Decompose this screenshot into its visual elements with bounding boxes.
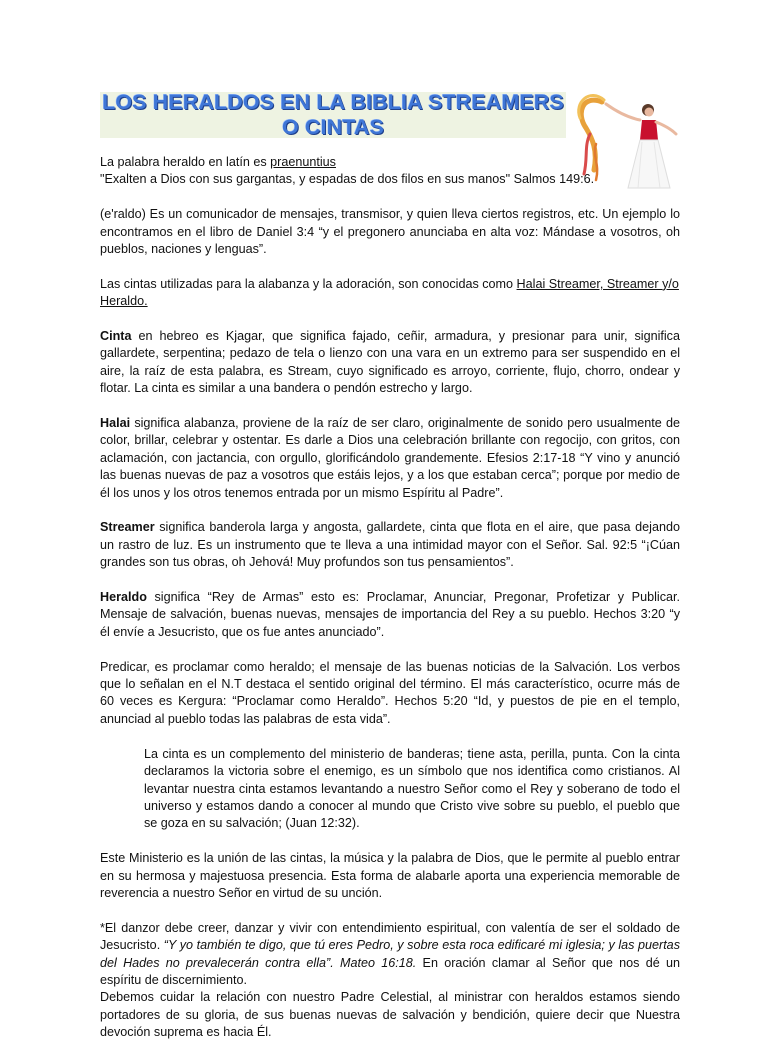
ministerio-paragraph: Este Ministerio es la unión de las cintas, la música y la palabra de Dios, que le permite al pueblo entrar en su hermosa y majestuosa presencia. Esta forma de alabarle aporta una experiencia memorable de reverencia a nuestro Señor en virtud de su unción. [100, 851, 680, 900]
heraldo-term: Heraldo [100, 590, 147, 605]
cinta-text: en hebreo es Kjagar, que significa fajado, ceñir, armadura, y presionar para unir, significa gallardete, serpentina; pedazo de tela o lienzo con una vara en un extremo para ser suspendido en el aire, la raíz de esta palabra, es Stream, cuyo significado es arroyo, corriente, flujo, chorro, ondear y flotar. La cinta es similar a una bandera o pendón estrecho y largo. [100, 329, 680, 396]
cinta-paragraph [100, 328, 680, 398]
danzor-start: *El danzor debe creer, danzar y vivir con entendimiento espiritual, con valentía de ser el soldado de Jesucristo. [100, 920, 680, 953]
streamer-text: significa banderola larga y angosta, gallardete, cinta que flota en el aire, que pasa dejando un rastro de luz. Es un instrumento que te lleva a una intimidad mayor con el Señor. Sal. 92:5 “¡Cúan grandes son tus obras, oh Jehová! Muy profundos son tus pensamientos”. [100, 520, 680, 570]
heraldo-paragraph [100, 589, 680, 641]
danzor-line2: Debemos cuidar la relación con nuestro Padre Celestial, al ministrar con heraldos estamos siendo portadores de su gloria, de sus buenas nuevas de salvación y bendición, quiere decir que Nuestra devoción suprema es hacia Él. [100, 990, 680, 1040]
page-title: LOS HERALDOS EN LA BIBLIA STREAMERS O CINTAS [102, 90, 564, 139]
cintas-paragraph [100, 276, 680, 311]
praenuntius-underlined: praenuntius [270, 155, 336, 169]
intro-line1: La palabra heraldo en latín es [100, 155, 271, 169]
predicar-paragraph: Predicar, es proclamar como heraldo; el mensaje de las buenas noticias de la Salvación. Los verbos que lo señalan en el N.T destaca el sentido original del término. El más característico, ocurre más de 60 veces es Kergura: “Proclamar como Heraldo”. Hechos 5:20 “Id, y puestos de pie en el templo, anunciad al pueblo todas las palabras de esta vida”. [100, 659, 680, 726]
heraldo-text: significa “Rey de Armas” esto es: Proclamar, Anunciar, Pregonar, Profetizar y Publicar. Mensaje de salvación, buenas nuevas, mensajes de importancia del Rey a su pueblo. Hechos 3:20 “y él envíe a Jesucristo, que os fue antes anunciado”. [100, 590, 680, 639]
intro-line2: "Exalten a Dios con sus gargantas, y espadas de dos filos en sus manos" Salmos 149:6. [100, 172, 595, 187]
streamer-term: Streamer [100, 520, 155, 535]
streamer-paragraph [100, 519, 680, 571]
danzor-end: En oración clamar al Señor que nos dé un espíritu de discernimiento. [100, 955, 680, 987]
danzor-paragraph [100, 920, 680, 1042]
halai-text: significa alabanza, proviene de la raíz de ser claro, originalmente de sonido pero usualmente de color, brillar, celebrar y ostentar. Es darle a Dios una celebración brillante con regocijo, con gritos, con aclamación, con jactancia, con orgullo, glorificándolo grandemente. Efesios 2:17-18 “Y vino y anunció las buenas nuevas de paz a vosotros que estáis lejos, y a los que estaban cerca”; porque por medio de él los unos y los otros tenemos entrada por un mismo Espíritu al Padre”. [100, 416, 680, 500]
halai-paragraph [100, 415, 680, 502]
complemento-paragraph: La cinta es un complemento del ministerio de banderas; tiene asta, perilla, punta. Con la cinta declaramos la victoria sobre el enemigo, es un símbolo que nos identifica como cristianos. Al levantar nuestra cinta estamos levantando a nuestro Señor como el Rey y soberano de todo el universo y estamos dando a conocer al mundo que Cristo vive sobre su pueblo, el pueblo que se goza en su salvación; (Juan 12:32). [144, 746, 680, 831]
intro-paragraph [100, 154, 680, 189]
cinta-term: Cinta [100, 329, 132, 344]
definition-paragraph: (e'raldo) Es un comunicador de mensajes, transmisor, y quien lleva ciertos registros, etc. Un ejemplo lo encontramos en el libro de Daniel 3:4 “y el pregonero anunciaba en alta voz: Mándase a vosotros, oh pueblos, naciones y lenguas”. [100, 207, 680, 257]
cintas-underlined: Halai Streamer, Streamer y/o Heraldo. [100, 276, 679, 309]
document-body [100, 154, 680, 1042]
cintas-text: Las cintas utilizadas para la alabanza y la adoración, son conocidas como [100, 276, 517, 291]
danzor-quote: “Y yo también te digo, que tú eres Pedro, y sobre esta roca edificaré mi iglesia; y las puertas del Hades no prevalecerán contra ella”. Mateo 16:18. [100, 938, 680, 970]
halai-term: Halai [100, 416, 131, 431]
